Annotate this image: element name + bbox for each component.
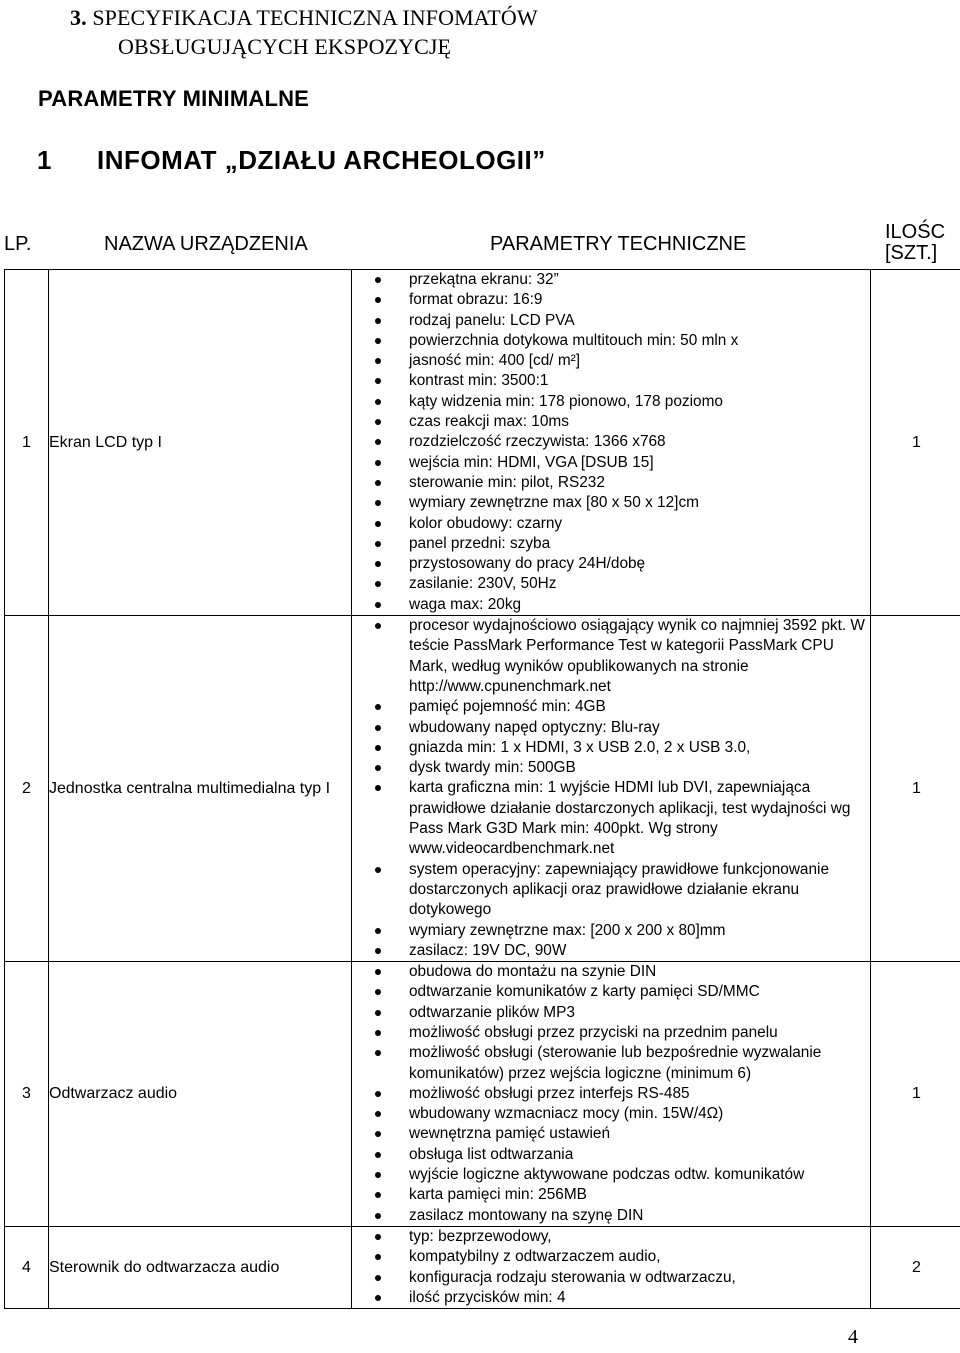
- row-quantity: 1: [871, 962, 960, 1227]
- parameter-item: [352, 962, 870, 982]
- bullet-icon: [375, 1192, 381, 1198]
- page-number: 4: [848, 1326, 858, 1348]
- parameter-text: możliwość obsługi przez interfejs RS-485: [409, 1084, 690, 1102]
- bullet-icon: [375, 1172, 381, 1178]
- bullet-icon: [375, 1010, 381, 1016]
- parameter-text: przekątna ekranu: 32”: [409, 271, 559, 288]
- bullet-icon: [375, 521, 381, 527]
- header-qty-line-1: ILOŚC: [885, 221, 946, 243]
- parameter-text: wyjście logiczne aktywowane podczas odtw. komunikatów: [409, 1166, 805, 1184]
- bullet-icon: [375, 1030, 381, 1036]
- parameter-item: [352, 1124, 870, 1144]
- parameter-text: powierzchnia dotykowa multitouch min: 50 mln x: [409, 331, 739, 349]
- parameter-text: kompatybilny z odtwarzaczem audio,: [409, 1248, 661, 1266]
- parameter-text: dysk twardy min: 500GB: [409, 759, 576, 777]
- row-quantity: 1: [871, 270, 960, 616]
- bullet-icon: [375, 1152, 381, 1158]
- parameter-item: [352, 616, 870, 697]
- bullet-icon: [375, 1213, 381, 1219]
- bullet-icon: [375, 581, 381, 587]
- parameter-text: wbudowany napęd optyczny: Blu-ray: [409, 718, 660, 736]
- parameter-item: [352, 1268, 870, 1288]
- parameter-item: [352, 738, 870, 758]
- bullet-icon: [375, 1275, 381, 1281]
- parameter-item: [352, 921, 870, 941]
- parameter-item: [352, 290, 870, 310]
- parameter-item: [352, 697, 870, 717]
- bullet-icon: [375, 704, 381, 710]
- header-lp: LP.: [4, 233, 32, 255]
- bullet-icon: [375, 602, 381, 608]
- parameter-list: [352, 1227, 870, 1308]
- bullet-icon: [375, 480, 381, 486]
- bullet-icon: [375, 989, 381, 995]
- parameter-item: [352, 473, 870, 493]
- row-lp: 4: [5, 1226, 49, 1308]
- parameter-item: [352, 574, 870, 594]
- parameter-item: [352, 982, 870, 1002]
- parameter-item: [352, 1003, 870, 1023]
- parameter-text: ilość przycisków min: 4: [409, 1288, 566, 1306]
- parameter-item: [352, 1023, 870, 1043]
- parameter-item: [352, 718, 870, 738]
- parameter-item: [352, 778, 870, 859]
- document-heading: [70, 3, 690, 61]
- parameter-item: [352, 514, 870, 534]
- bullet-icon: [375, 1111, 381, 1117]
- row-lp: 3: [5, 962, 49, 1227]
- row-lp: 2: [5, 616, 49, 962]
- parameter-text: procesor wydajnościowo osiągający wynik co najmniej 3592 pkt. W teście PassMark Performance Test w kategorii PassMark CPU Mark, według wyników opublikowanych na stronie http://www.cpunenchmark.net: [409, 617, 865, 695]
- parameter-item: [352, 453, 870, 473]
- parameter-item: [352, 1288, 870, 1308]
- table-row: [5, 962, 960, 1227]
- parameter-text: możliwość obsługi przez przyciski na przednim panelu: [409, 1023, 778, 1041]
- parameter-item: [352, 493, 870, 513]
- parameter-text: możliwość obsługi (sterowanie lub bezpośrednie wyzwalanie komunikatów) przez wejścia logiczne (minimum 6): [409, 1044, 822, 1082]
- bullet-icon: [375, 785, 381, 791]
- table-row: [5, 616, 960, 962]
- parameter-text: kąty widzenia min: 178 pionowo, 178 poziomo: [409, 392, 723, 410]
- parameter-text: obudowa do montażu na szynie DIN: [409, 963, 657, 981]
- bullet-icon: [375, 419, 381, 425]
- parameter-text: zasilacz: 19V DC, 90W: [409, 941, 567, 959]
- parameter-item: [352, 1165, 870, 1185]
- parameter-item: [352, 371, 870, 391]
- row-parameters: [352, 616, 871, 962]
- row-device-name: Sterownik do odtwarzacza audio: [49, 1226, 352, 1308]
- header-qty: [885, 222, 945, 264]
- parameter-item: [352, 1206, 870, 1226]
- parameter-text: jasność min: 400 [cd/ m²]: [409, 352, 581, 370]
- parameter-item: [352, 270, 870, 290]
- parameter-text: wymiary zewnętrzne max: [200 x 200 x 80]mm: [409, 921, 726, 939]
- parameter-item: [352, 1104, 870, 1124]
- parameter-text: kontrast min: 3500:1: [409, 372, 549, 390]
- parameter-text: format obrazu: 16:9: [409, 291, 543, 309]
- bullet-icon: [375, 460, 381, 466]
- row-parameters: [352, 270, 871, 616]
- bullet-icon: [375, 867, 381, 873]
- header-params: PARAMETRY TECHNICZNE: [490, 233, 747, 255]
- row-quantity: 1: [871, 616, 960, 962]
- parameter-item: [352, 412, 870, 432]
- row-device-name: Ekran LCD typ I: [49, 270, 352, 616]
- section-number: 1: [37, 145, 52, 175]
- bullet-icon: [375, 297, 381, 303]
- parameter-item: [352, 1043, 870, 1084]
- heading-number: 3.: [70, 5, 87, 30]
- bullet-icon: [375, 378, 381, 384]
- parameter-list: [352, 962, 870, 1226]
- row-quantity: 2: [871, 1226, 960, 1308]
- parameter-item: [352, 1247, 870, 1267]
- parameter-item: [352, 1145, 870, 1165]
- parameter-text: kolor obudowy: czarny: [409, 514, 563, 532]
- parameter-text: wbudowany wzmacniacz mocy (min. 15W/4Ω): [409, 1105, 724, 1123]
- header-name: NAZWA URZĄDZENIA: [104, 233, 308, 255]
- row-parameters: [352, 962, 871, 1227]
- bullet-icon: [375, 765, 381, 771]
- parameter-text: karta pamięci min: 256MB: [409, 1186, 587, 1204]
- bullet-icon: [375, 399, 381, 405]
- parameter-text: sterowanie min: pilot, RS232: [409, 473, 605, 491]
- parameter-text: typ: bezprzewodowy,: [409, 1227, 552, 1245]
- bullet-icon: [375, 541, 381, 547]
- row-parameters: [352, 1226, 871, 1308]
- parameter-item: [352, 331, 870, 351]
- bullet-icon: [375, 725, 381, 731]
- bullet-icon: [375, 1234, 381, 1240]
- spec-table: [4, 269, 960, 1309]
- parameter-item: [352, 554, 870, 574]
- parameter-list: [352, 616, 870, 961]
- table-row: [5, 270, 960, 616]
- parameter-item: [352, 1227, 870, 1247]
- parameter-item: [352, 392, 870, 412]
- subtitle: PARAMETRY MINIMALNE: [38, 86, 310, 111]
- row-device-name: Jednostka centralna multimedialna typ I: [49, 616, 352, 962]
- header-qty-line-2: [SZT.]: [885, 242, 938, 264]
- row-device-name: Odtwarzacz audio: [49, 962, 352, 1227]
- parameter-text: system operacyjny: zapewniający prawidłowe funkcjonowanie dostarczonych aplikacji oraz prawidłowe działanie ekranu dotykowego: [409, 860, 830, 919]
- parameter-text: karta graficzna min: 1 wyjście HDMI lub DVI, zapewniająca prawidłowe działanie dostarczonych aplikacji, test wydajności wg Pass Mark G3D Mark min: 400pkt. Wg strony www.videocardbenchmark.net: [409, 779, 851, 858]
- parameter-text: odtwarzanie komunikatów z karty pamięci SD/MMC: [409, 983, 760, 1001]
- bullet-icon: [375, 318, 381, 324]
- bullet-icon: [375, 1091, 381, 1097]
- parameter-text: zasilanie: 230V, 50Hz: [409, 575, 557, 593]
- parameter-text: waga max: 20kg: [409, 595, 522, 613]
- bullet-icon: [375, 439, 381, 445]
- parameter-text: rozdzielczość rzeczywista: 1366 x768: [409, 433, 666, 451]
- bullet-icon: [375, 969, 381, 975]
- bullet-icon: [375, 1131, 381, 1137]
- bullet-icon: [375, 500, 381, 506]
- parameter-text: czas reakcji max: 10ms: [409, 413, 569, 431]
- parameter-text: wymiary zewnętrzne max [80 x 50 x 12]cm: [409, 494, 699, 512]
- bullet-icon: [375, 277, 381, 283]
- bullet-icon: [375, 561, 381, 567]
- bullet-icon: [375, 948, 381, 954]
- spec-table-body: [5, 270, 960, 1309]
- bullet-icon: [375, 338, 381, 344]
- parameter-text: gniazda min: 1 x HDMI, 3 x USB 2.0, 2 x USB 3.0,: [409, 738, 751, 756]
- parameter-text: wewnętrzna pamięć ustawień: [409, 1125, 611, 1143]
- parameter-item: [352, 351, 870, 371]
- heading-line-2: OBSŁUGUJĄCYCH EKSPOZYCJĘ: [118, 34, 452, 59]
- parameter-text: konfiguracja rodzaju sterowania w odtwarzaczu,: [409, 1268, 736, 1286]
- parameter-item: [352, 1185, 870, 1205]
- parameter-item: [352, 1084, 870, 1104]
- bullet-icon: [375, 928, 381, 934]
- parameter-item: [352, 595, 870, 615]
- bullet-icon: [375, 623, 381, 629]
- parameter-text: zasilacz montowany na szynę DIN: [409, 1206, 644, 1224]
- row-lp: 1: [5, 270, 49, 616]
- heading-line-1: SPECYFIKACJA TECHNICZNA INFOMATÓW: [92, 5, 538, 30]
- parameter-text: panel przedni: szyba: [409, 534, 551, 552]
- parameter-text: obsługa list odtwarzania: [409, 1145, 574, 1163]
- parameter-item: [352, 534, 870, 554]
- bullet-icon: [375, 1295, 381, 1301]
- bullet-icon: [375, 745, 381, 751]
- table-row: [5, 1226, 960, 1308]
- parameter-text: przystosowany do pracy 24H/dobę: [409, 555, 646, 573]
- bullet-icon: [375, 1254, 381, 1260]
- parameter-text: pamięć pojemność min: 4GB: [409, 698, 606, 716]
- parameter-item: [352, 311, 870, 331]
- section-title: [37, 145, 546, 176]
- section-name: INFOMAT „DZIAŁU ARCHEOLOGII”: [97, 145, 546, 175]
- parameter-item: [352, 860, 870, 921]
- parameter-text: odtwarzanie plików MP3: [409, 1003, 575, 1021]
- bullet-icon: [375, 358, 381, 364]
- parameter-text: rodzaj panelu: LCD PVA: [409, 311, 575, 329]
- parameter-item: [352, 941, 870, 961]
- parameter-list: [352, 270, 870, 615]
- parameter-text: wejścia min: HDMI, VGA [DSUB 15]: [409, 453, 654, 471]
- parameter-item: [352, 432, 870, 452]
- parameter-item: [352, 758, 870, 778]
- bullet-icon: [375, 1050, 381, 1056]
